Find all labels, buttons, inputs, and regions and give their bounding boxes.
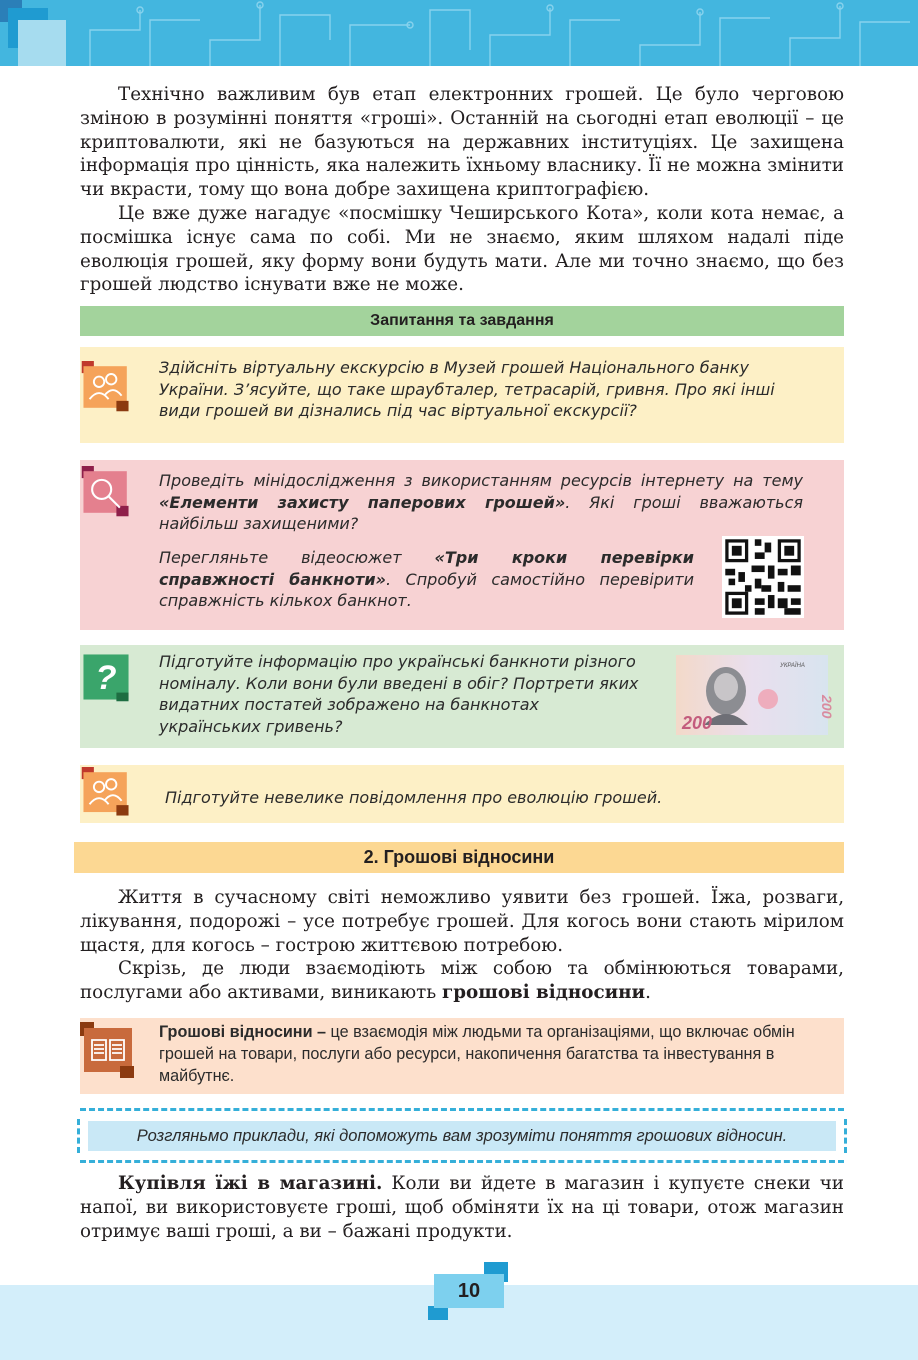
video-title: «Три кроки перевірки справжності банкноти» [159, 548, 694, 589]
question-icon [80, 651, 132, 703]
section2-paragraph-2: Скрізь, де люди взаємодіють між собою та обмінюються товарами, послугами або активами, виникають грошові відносини. [80, 958, 844, 1004]
task-museum [80, 347, 844, 443]
intro-text [80, 83, 844, 297]
task-report [80, 765, 844, 823]
definition-box [80, 1018, 844, 1094]
definition-term: Грошові відносини – [159, 1023, 327, 1041]
banknote-value-vertical: 200 [819, 695, 835, 719]
page-number: 10 [434, 1274, 504, 1308]
book-icon [80, 1022, 136, 1082]
task-banknote-security [80, 460, 844, 630]
people-group-icon [80, 361, 132, 413]
security-topic: «Елементи захисту паперових грошей» [159, 492, 566, 512]
task-report-text: Підготуйте невелике повідомлення про еволюцію грошей. [165, 788, 663, 807]
circuit-pattern [0, 0, 918, 66]
section2-text [80, 886, 844, 1005]
example-text [80, 1172, 844, 1243]
dashed-border-right [844, 1119, 847, 1153]
example-title: Купівля їжі в магазині. [118, 1173, 383, 1194]
svg-text:?: ? [95, 659, 117, 698]
example-paragraph: Купівля їжі в магазині. Коли ви йдете в магазин і купуєте снеки чи напої, ви використовуєте гроші, щоб обміняти їх на ці товари, отож магазин отримує ваші гроші, а ви – бажані продукти. [80, 1173, 844, 1242]
qr-code[interactable] [722, 536, 804, 618]
task-banknotes-text: Підготуйте інформацію про українські банкноти різного номіналу. Коли вони були введені в обіг? Портрети яких видатних постатей зображено на банкнотах українських гривень? [159, 652, 639, 736]
task-security-paragraph: Проведіть мінідослідження з використанням ресурсів інтернету на тему «Елементи захисту паперових грошей». Які гроші вважаються найбільш захищеними? [159, 471, 803, 534]
banknote-value: 200 [682, 713, 713, 733]
section-title: 2. Грошові відносини [74, 842, 844, 873]
people-group-icon [80, 767, 132, 819]
banknote-image [676, 655, 835, 735]
task-ukrainian-banknotes [80, 645, 844, 748]
intro-paragraph-1: Технічно важливим був етап електронних грошей. Це було черговою зміною в розумінні поняття «гроші». Останній на сьогодні етап еволюції – це криптовалюти, які не базуються на державних інституціях. Це захищена інформація про цінність, яка належить їхньому власнику. Її не можна змінити чи вкрасти, тому що вона добре захищена криптографією. [80, 84, 844, 201]
tasks-header: Запитання та завдання [80, 306, 844, 336]
banknote-country: УКРАЇНА [780, 663, 805, 669]
dashed-border-left [77, 1119, 80, 1153]
example-callout-text: Розгляньмо приклади, які допоможуть вам зрозуміти поняття грошових відносин. [88, 1121, 836, 1151]
intro-paragraph-2: Це вже дуже нагадує «посмішку Чеширського Кота», коли кота немає, а посмішка існує сама по собі. Ми не знаємо, яким шляхом надалі піде еволюція грошей, яку форму вони будуть мати. Але ми точно знаємо, що без грошей людство існувати вже не може. [80, 202, 844, 296]
magnifier-icon [80, 466, 132, 518]
section2-paragraph-1: Життя в сучасному світі неможливо уявити без грошей. Їжа, розваги, лікування, подорожі – усе потребує грошей. Для когось вони стають мірилом щастя, для когось – гострою життєвою потребою. [80, 887, 844, 956]
task-video-paragraph: Перегляньте відеосюжет «Три кроки перевірки справжності банкноти». Спробуй самостійно перевірити справжність кількох банкнот. [159, 548, 694, 611]
header-band [0, 0, 918, 66]
definition-text: Грошові відносини – це взаємодія між людьми та організаціями, що включає обмін грошей на товари, послуги або ресурси, накопичення багатства та інвестування в майбутнє. [159, 1023, 795, 1085]
example-callout [80, 1108, 844, 1163]
task-museum-text: Здійсніть віртуальну екскурсію в Музей грошей Національного банку України. З’ясуйте, що таке шраубталер, тетрасарій, гривня. Про які інші види грошей ви дізнались під час віртуальної екскурсії? [159, 358, 775, 421]
money-relations-term: грошові відносини [442, 982, 646, 1004]
